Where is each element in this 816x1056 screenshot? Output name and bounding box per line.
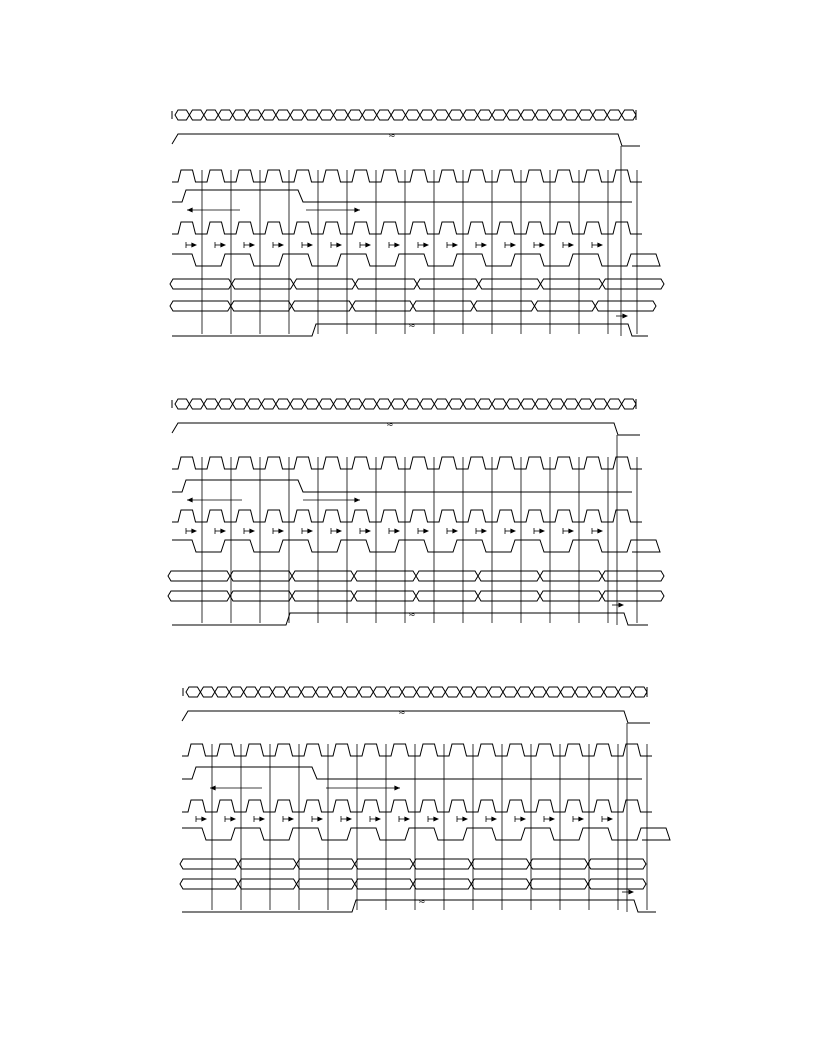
top-bus-cell-5 <box>247 399 261 409</box>
data-bus-b-cell-7 <box>595 301 656 311</box>
data-bus-b-cell-3 <box>354 591 416 601</box>
data-bus-a-cell-3 <box>355 279 417 289</box>
delay-arrow-icon <box>549 817 555 822</box>
top-bus-cell-31 <box>622 110 636 120</box>
data-bus-a-cell-1 <box>230 571 292 581</box>
top-bus-cell-23 <box>517 687 531 697</box>
arrow-left-icon <box>187 208 193 213</box>
delay-arrow-icon <box>346 817 352 822</box>
delay-arrow-icon <box>317 817 323 822</box>
delay-arrow-icon <box>191 243 197 248</box>
break-mark-enable: ≈ <box>386 420 394 430</box>
enable-signal <box>172 423 640 435</box>
top-bus-cell-16 <box>406 110 420 120</box>
data-bus-a-cell-5 <box>478 571 540 581</box>
final-arrow-icon <box>622 314 628 319</box>
top-bus-cell-23 <box>506 399 520 409</box>
top-bus-cell-2 <box>215 687 229 697</box>
delay-arrow-icon <box>539 529 545 534</box>
delay-arrow-icon <box>259 817 265 822</box>
clock-b <box>172 510 642 522</box>
final-arrow-icon <box>628 890 634 895</box>
data-bus-a-cell-5 <box>479 279 541 289</box>
top-bus-cell-24 <box>532 687 546 697</box>
top-bus-cell-4 <box>244 687 258 697</box>
data-bus-a-cell-2 <box>294 279 356 289</box>
top-bus-cell-22 <box>503 687 517 697</box>
top-bus-cell-18 <box>445 687 459 697</box>
top-bus-cell-18 <box>434 399 448 409</box>
top-bus-cell-19 <box>460 687 474 697</box>
top-bus-cell-25 <box>546 687 560 697</box>
delay-arrow-icon <box>568 529 574 534</box>
data-bus-b-cell-4 <box>416 591 478 601</box>
delay-arrow-icon <box>288 817 294 822</box>
delay-arrow-icon <box>452 243 458 248</box>
data-bus-a-cell-0 <box>168 571 230 581</box>
data-bus-a-cell-4 <box>416 571 478 581</box>
data-bus-a-cell-1 <box>232 279 294 289</box>
data-bus-b-cell-7 <box>588 879 646 889</box>
top-bus-cell-19 <box>449 399 463 409</box>
top-bus-cell-28 <box>578 399 592 409</box>
clock-b <box>182 800 652 812</box>
delay-arrow-icon <box>220 529 226 534</box>
top-bus-cell-12 <box>359 687 373 697</box>
data-bus-b-cell-0 <box>180 879 238 889</box>
top-bus-cell-1 <box>200 687 214 697</box>
data-bus-b-cell-2 <box>292 301 353 311</box>
strobe-signal <box>172 540 660 552</box>
top-bus-cell-0 <box>186 687 200 697</box>
top-bus-cell-22 <box>492 110 506 120</box>
top-bus-cell-6 <box>272 687 286 697</box>
delay-arrow-icon <box>365 529 371 534</box>
top-bus-cell-7 <box>287 687 301 697</box>
data-bus-b-cell-2 <box>297 879 355 889</box>
final-arrow-icon <box>618 603 624 608</box>
delay-arrow-icon <box>249 529 255 534</box>
top-bus-cell-9 <box>305 110 319 120</box>
delay-arrow-icon <box>510 243 516 248</box>
clock-a <box>182 744 652 756</box>
clock-b <box>172 222 642 234</box>
delay-arrow-icon <box>307 529 313 534</box>
delay-arrow-icon <box>597 243 603 248</box>
data-bus-a-cell-4 <box>417 279 479 289</box>
delay-arrow-icon <box>278 243 284 248</box>
top-bus-cell-26 <box>550 110 564 120</box>
top-bus-cell-13 <box>373 687 387 697</box>
delay-arrow-icon <box>336 243 342 248</box>
break-mark-ready: ≈ <box>408 610 416 620</box>
data-bus-b-cell-5 <box>478 591 540 601</box>
strobe-signal <box>182 828 670 840</box>
top-bus-cell-4 <box>233 399 247 409</box>
top-bus-cell-12 <box>348 399 362 409</box>
top-bus-cell-2 <box>204 110 218 120</box>
top-bus-cell-7 <box>276 399 290 409</box>
top-bus-cell-13 <box>362 110 376 120</box>
data-bus-b-cell-2 <box>292 591 354 601</box>
top-bus-cell-24 <box>521 110 535 120</box>
delay-arrow-icon <box>394 243 400 248</box>
top-bus-cell-8 <box>301 687 315 697</box>
window-signal <box>172 190 632 202</box>
top-bus-cell-13 <box>362 399 376 409</box>
top-bus-cell-8 <box>290 110 304 120</box>
delay-arrow-icon <box>510 529 516 534</box>
delay-arrow-icon <box>404 817 410 822</box>
top-bus-cell-5 <box>258 687 272 697</box>
top-bus-cell-6 <box>261 399 275 409</box>
top-bus-cell-31 <box>622 399 636 409</box>
data-bus-b-cell-4 <box>413 879 471 889</box>
top-bus-cell-15 <box>402 687 416 697</box>
data-bus-b-cell-5 <box>471 879 529 889</box>
top-bus-cell-20 <box>463 399 477 409</box>
clock-a <box>172 170 642 182</box>
data-bus-b-cell-1 <box>230 591 292 601</box>
timing-diagram-2 <box>168 399 664 625</box>
top-bus-cell-21 <box>478 110 492 120</box>
top-bus-cell-11 <box>333 110 347 120</box>
delay-arrow-icon <box>597 529 603 534</box>
data-bus-a-cell-7 <box>588 859 646 869</box>
arrow-right-icon <box>394 786 400 791</box>
top-bus-cell-9 <box>316 687 330 697</box>
data-bus-a-cell-6 <box>530 859 588 869</box>
timing-diagram-1 <box>170 110 664 336</box>
data-bus-a-cell-4 <box>413 859 471 869</box>
arrow-right-icon <box>354 208 360 213</box>
delay-arrow-icon <box>336 529 342 534</box>
delay-arrow-icon <box>462 817 468 822</box>
delay-arrow-icon <box>278 529 284 534</box>
enable-signal <box>172 134 640 146</box>
data-bus-a-cell-5 <box>471 859 529 869</box>
data-bus-a-cell-2 <box>292 571 354 581</box>
data-bus-a-cell-2 <box>297 859 355 869</box>
data-bus-a-cell-3 <box>355 859 413 869</box>
top-bus-cell-17 <box>420 110 434 120</box>
top-bus-cell-30 <box>618 687 632 697</box>
top-bus-cell-23 <box>506 110 520 120</box>
top-bus-cell-28 <box>578 110 592 120</box>
top-bus-cell-1 <box>189 110 203 120</box>
delay-arrow-icon <box>423 529 429 534</box>
top-bus-cell-14 <box>377 110 391 120</box>
delay-arrow-icon <box>539 243 545 248</box>
data-bus-b-cell-3 <box>355 879 413 889</box>
top-bus-cell-21 <box>478 399 492 409</box>
top-bus-cell-16 <box>417 687 431 697</box>
data-bus-a-cell-3 <box>354 571 416 581</box>
window-signal <box>182 767 642 779</box>
top-bus-cell-14 <box>388 687 402 697</box>
data-bus-a-cell-7 <box>602 571 664 581</box>
top-bus-cell-29 <box>593 110 607 120</box>
top-bus-cell-3 <box>229 687 243 697</box>
delay-arrow-icon <box>491 817 497 822</box>
top-bus-cell-0 <box>175 110 189 120</box>
top-bus-cell-1 <box>189 399 203 409</box>
top-bus-cell-18 <box>434 110 448 120</box>
break-mark-enable: ≈ <box>388 131 396 141</box>
top-bus-cell-16 <box>406 399 420 409</box>
delay-arrow-icon <box>191 529 197 534</box>
delay-arrow-icon <box>452 529 458 534</box>
top-bus-cell-19 <box>449 110 463 120</box>
top-bus-cell-15 <box>391 399 405 409</box>
arrow-right-icon <box>354 498 360 503</box>
data-bus-a-cell-6 <box>540 571 602 581</box>
data-bus-b-cell-6 <box>530 879 588 889</box>
break-mark-ready: ≈ <box>418 897 426 907</box>
top-bus-cell-11 <box>344 687 358 697</box>
timing-diagram-3 <box>180 687 670 912</box>
top-bus-cell-2 <box>204 399 218 409</box>
top-bus-cell-3 <box>218 399 232 409</box>
delay-arrow-icon <box>307 243 313 248</box>
delay-arrow-icon <box>230 817 236 822</box>
delay-arrow-icon <box>220 243 226 248</box>
top-bus-cell-22 <box>492 399 506 409</box>
top-bus-cell-3 <box>218 110 232 120</box>
data-bus-b-cell-6 <box>535 301 596 311</box>
top-bus-cell-7 <box>276 110 290 120</box>
delay-arrow-icon <box>249 243 255 248</box>
top-bus-cell-15 <box>391 110 405 120</box>
break-mark-enable: ≈ <box>398 708 406 718</box>
data-bus-a-cell-0 <box>180 859 238 869</box>
data-bus-b-cell-0 <box>168 591 230 601</box>
top-bus-cell-4 <box>233 110 247 120</box>
delay-arrow-icon <box>375 817 381 822</box>
delay-arrow-icon <box>365 243 371 248</box>
delay-arrow-icon <box>423 243 429 248</box>
top-bus-cell-27 <box>564 110 578 120</box>
arrow-left-icon <box>187 498 193 503</box>
top-bus-cell-21 <box>489 687 503 697</box>
data-bus-b-cell-5 <box>474 301 535 311</box>
top-bus-cell-24 <box>521 399 535 409</box>
delay-arrow-icon <box>568 243 574 248</box>
data-bus-a-cell-7 <box>602 279 664 289</box>
top-bus-cell-17 <box>420 399 434 409</box>
top-bus-cell-20 <box>474 687 488 697</box>
delay-arrow-icon <box>481 243 487 248</box>
window-signal <box>172 480 632 492</box>
top-bus-cell-10 <box>319 399 333 409</box>
top-bus-cell-5 <box>247 110 261 120</box>
delay-arrow-icon <box>481 529 487 534</box>
data-bus-b-cell-7 <box>602 591 664 601</box>
top-bus-cell-10 <box>330 687 344 697</box>
top-bus-cell-20 <box>463 110 477 120</box>
delay-arrow-icon <box>394 529 400 534</box>
enable-signal <box>182 711 650 723</box>
delay-arrow-icon <box>607 817 613 822</box>
top-bus-cell-10 <box>319 110 333 120</box>
top-bus-cell-26 <box>550 399 564 409</box>
top-bus-cell-29 <box>604 687 618 697</box>
top-bus-cell-12 <box>348 110 362 120</box>
top-bus-cell-9 <box>305 399 319 409</box>
strobe-signal <box>172 254 660 266</box>
top-bus-cell-14 <box>377 399 391 409</box>
data-bus-a-cell-0 <box>170 279 232 289</box>
top-bus-cell-29 <box>593 399 607 409</box>
data-bus-b-cell-6 <box>540 591 602 601</box>
top-bus-cell-25 <box>535 110 549 120</box>
data-bus-b-cell-1 <box>238 879 296 889</box>
top-bus-cell-27 <box>564 399 578 409</box>
break-mark-ready: ≈ <box>408 321 416 331</box>
data-bus-b-cell-1 <box>231 301 292 311</box>
data-bus-b-cell-3 <box>352 301 413 311</box>
delay-arrow-icon <box>578 817 584 822</box>
top-bus-cell-8 <box>290 399 304 409</box>
top-bus-cell-28 <box>589 687 603 697</box>
top-bus-cell-11 <box>333 399 347 409</box>
top-bus-cell-31 <box>633 687 647 697</box>
arrow-left-icon <box>210 786 216 791</box>
top-bus-cell-0 <box>175 399 189 409</box>
delay-arrow-icon <box>201 817 207 822</box>
data-bus-b-cell-4 <box>413 301 474 311</box>
delay-arrow-icon <box>520 817 526 822</box>
clock-a <box>172 457 642 469</box>
top-bus-cell-17 <box>431 687 445 697</box>
top-bus-cell-27 <box>575 687 589 697</box>
top-bus-cell-25 <box>535 399 549 409</box>
top-bus-cell-30 <box>607 399 621 409</box>
data-bus-a-cell-1 <box>238 859 296 869</box>
data-bus-b-cell-0 <box>170 301 231 311</box>
top-bus-cell-6 <box>261 110 275 120</box>
top-bus-cell-26 <box>561 687 575 697</box>
top-bus-cell-30 <box>607 110 621 120</box>
delay-arrow-icon <box>433 817 439 822</box>
